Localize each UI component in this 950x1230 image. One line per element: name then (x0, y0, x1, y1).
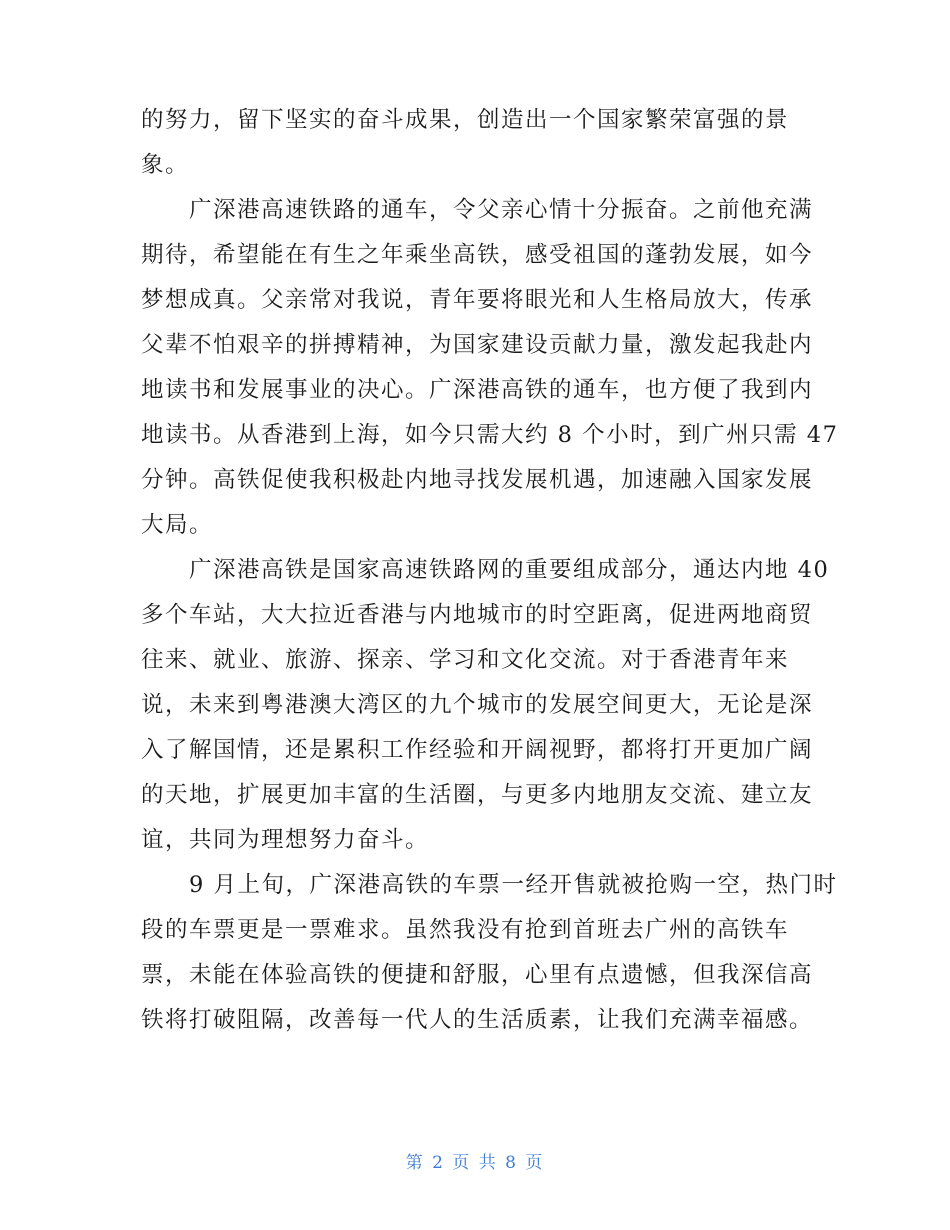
text-line: 铁将打破阻隔，改善每一代人的生活质素，让我们充满幸福感。 (141, 1007, 814, 1033)
text-line: 入了解国情，还是累积工作经验和开阔视野，都将打开更加广阔 (141, 737, 814, 763)
text-line: 父辈不怕艰辛的拼搏精神，为国家建设贡献力量，激发起我赴内 (141, 332, 814, 358)
text-line: 9 月上旬，广深港高铁的车票一经开售就被抢购一空，热门时 (141, 872, 838, 898)
text-line: 往来、就业、旅游、探亲、学习和文化交流。对于香港青年来 (141, 647, 790, 673)
text-line: 象。 (141, 152, 190, 178)
text-line: 地读书和发展事业的决心。广深港高铁的通车，也方便了我到内 (141, 377, 814, 403)
text-line: 分钟。高铁促使我积极赴内地寻找发展机遇，加速融入国家发展 (141, 467, 814, 493)
text-line: 地读书。从香港到上海，如今只需大约 8 个小时，到广州只需 47 (141, 422, 839, 448)
text-line: 票，未能在体验高铁的便捷和舒服，心里有点遗憾，但我深信高 (141, 962, 814, 988)
text-line: 广深港高铁是国家高速铁路网的重要组成部分，通达内地 40 (141, 557, 830, 583)
text-line: 的天地，扩展更加丰富的生活圈，与更多内地朋友交流、建立友 (141, 782, 814, 808)
text-line: 期待，希望能在有生之年乘坐高铁，感受祖国的蓬勃发展，如今 (141, 242, 814, 268)
text-line: 的努力，留下坚实的奋斗成果，创造出一个国家繁荣富强的景 (141, 107, 790, 133)
text-line: 谊，共同为理想努力奋斗。 (141, 827, 430, 853)
text-line: 多个车站，大大拉近香港与内地城市的时空距离，促进两地商贸 (141, 602, 814, 628)
page-indicator: 第 2 页 共 8 页 (405, 1153, 545, 1173)
text-line: 说，未来到粤港澳大湾区的九个城市的发展空间更大，无论是深 (141, 692, 814, 718)
text-line: 大局。 (141, 512, 214, 538)
text-line: 段的车票更是一票难求。虽然我没有抢到首班去广州的高铁车 (141, 917, 790, 943)
text-line: 广深港高速铁路的通车，令父亲心情十分振奋。之前他充满 (141, 197, 814, 223)
text-line: 梦想成真。父亲常对我说，青年要将眼光和人生格局放大，传承 (141, 287, 814, 313)
document-body (141, 98, 839, 1043)
